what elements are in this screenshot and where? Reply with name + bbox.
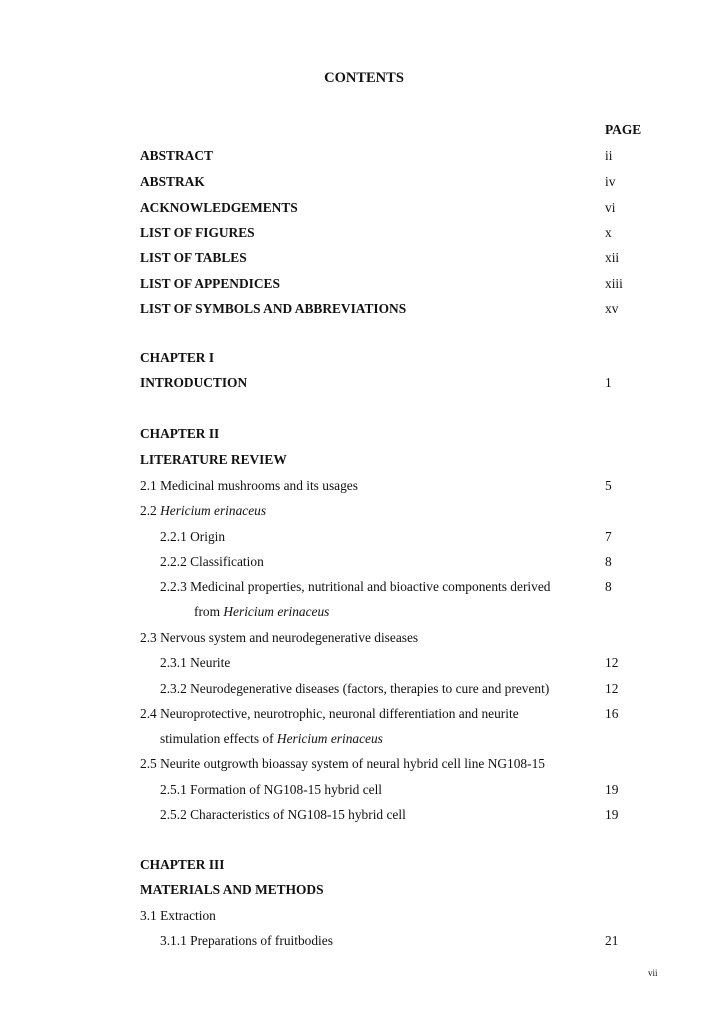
page-header-label: PAGE bbox=[605, 122, 642, 137]
page-title: CONTENTS bbox=[324, 70, 404, 86]
page-number: vii bbox=[648, 968, 658, 978]
